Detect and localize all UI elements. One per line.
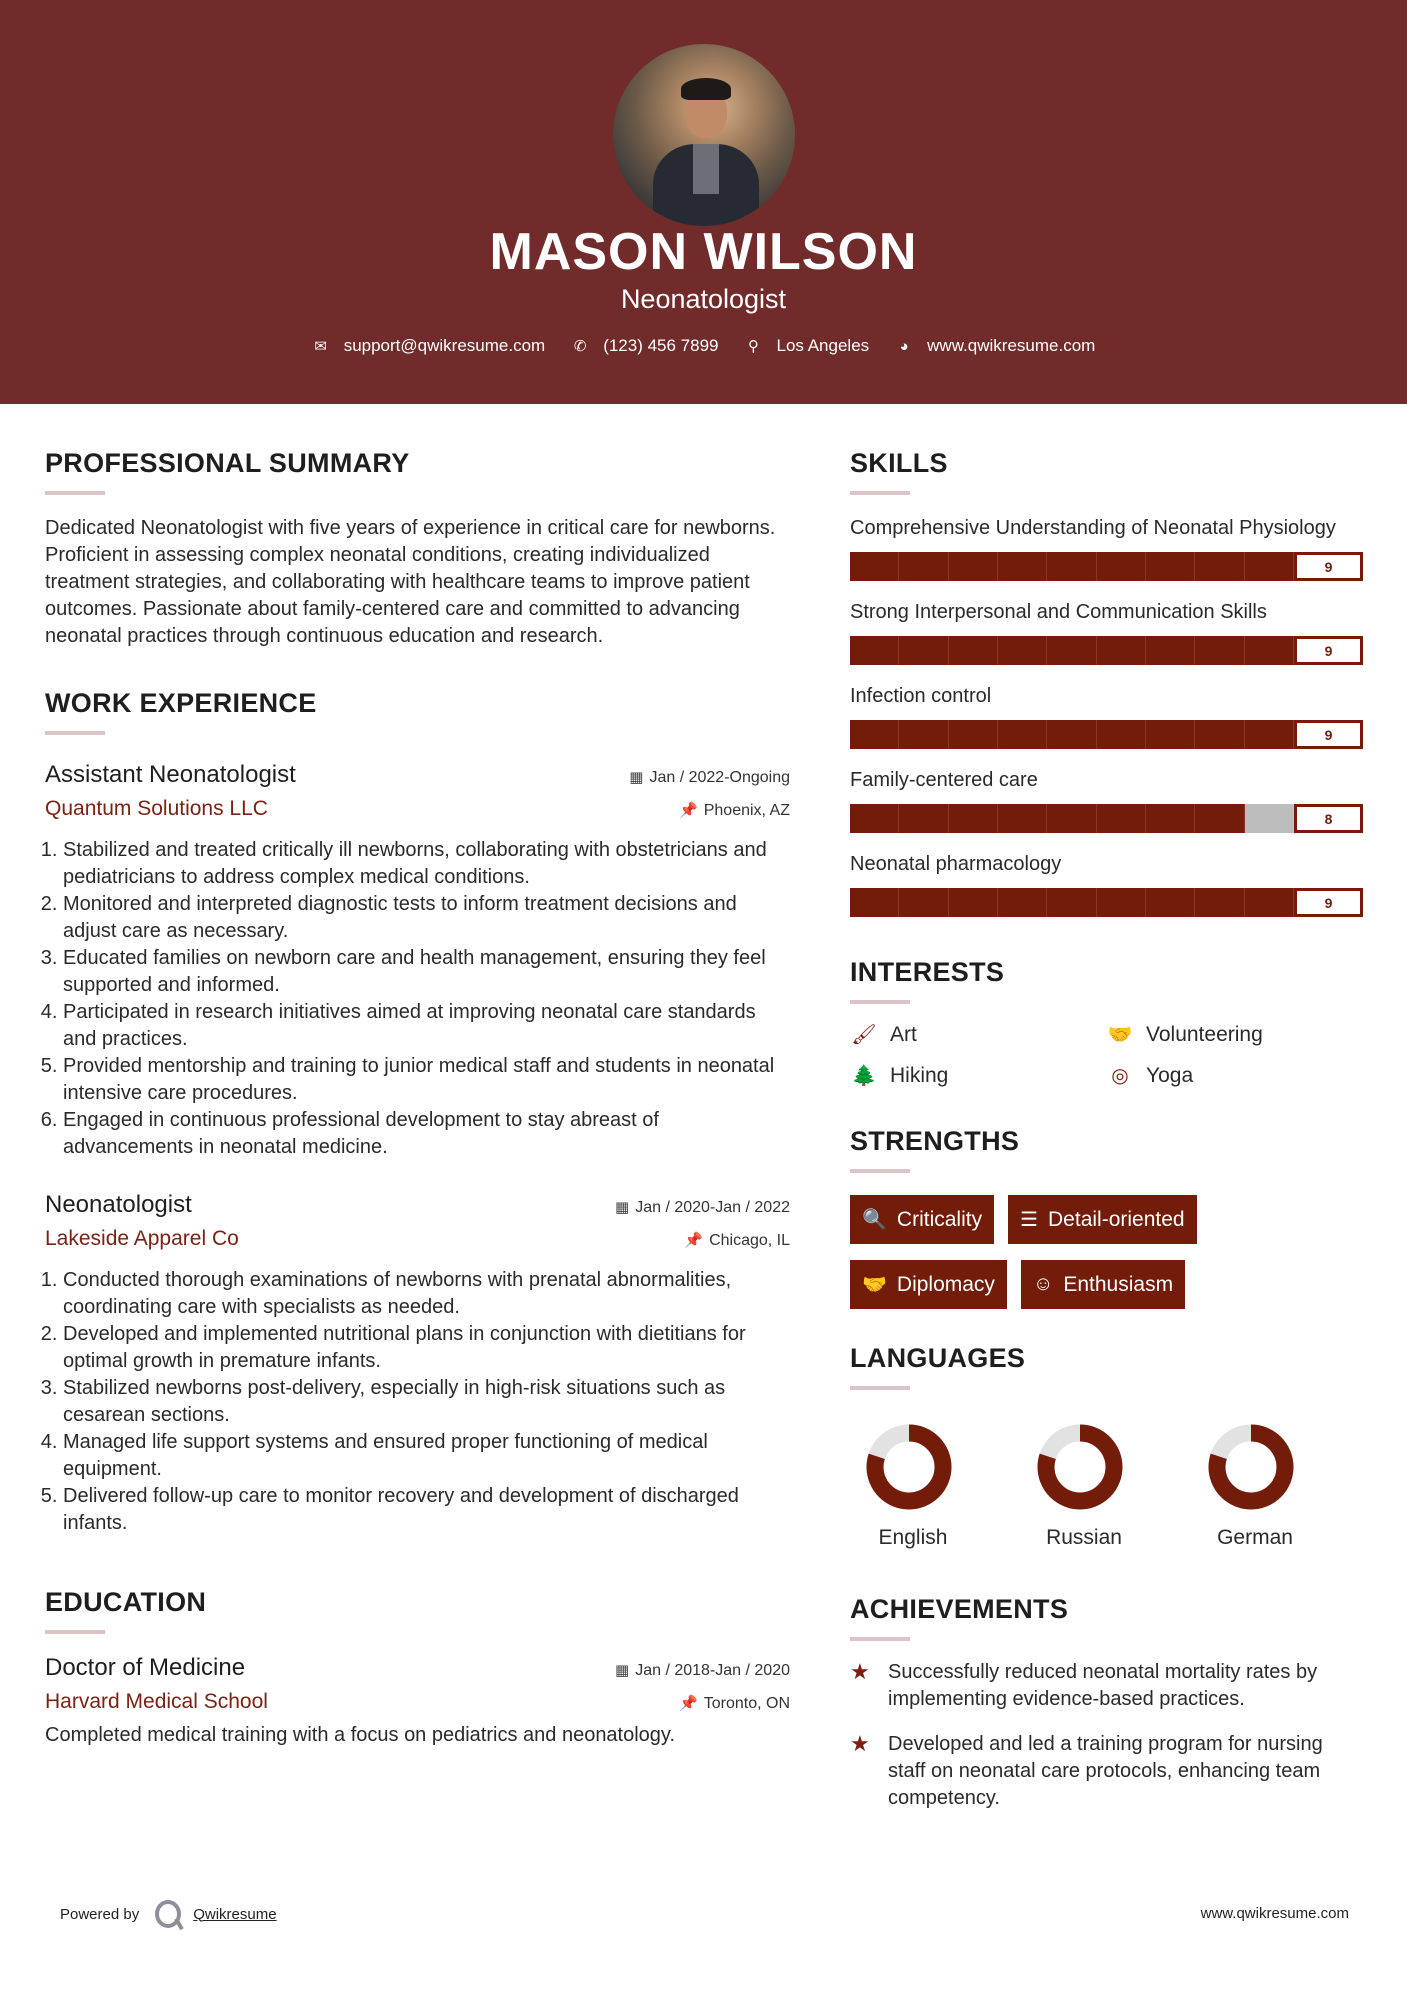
section-heading: LANGUAGES bbox=[850, 1343, 1026, 1373]
pushpin-icon: 📌 bbox=[684, 1232, 704, 1249]
section-heading: WORK EXPERIENCE bbox=[45, 688, 317, 718]
photo-hair bbox=[681, 78, 731, 100]
left-column bbox=[45, 448, 790, 1749]
job-entry bbox=[45, 761, 790, 1161]
job-entry bbox=[45, 1191, 790, 1537]
skill-name: Comprehensive Understanding of Neonatal Physiology bbox=[850, 517, 1336, 539]
language-name: German bbox=[1217, 1526, 1293, 1549]
education-entry bbox=[45, 1654, 790, 1749]
skill-bar-segment bbox=[1097, 804, 1146, 833]
skill-bar-segment bbox=[1146, 552, 1195, 581]
section-heading: ACHIEVEMENTS bbox=[850, 1594, 1069, 1624]
skill-bar-segment bbox=[1097, 636, 1146, 665]
calendar-icon: ▦ bbox=[615, 1662, 630, 1679]
pushpin-icon: 📌 bbox=[679, 1695, 698, 1712]
job-location bbox=[679, 801, 790, 820]
contact-row bbox=[0, 336, 1407, 356]
contact-location-text: Los Angeles bbox=[776, 336, 870, 355]
profile-photo bbox=[613, 44, 795, 226]
skill-bar-segment bbox=[949, 636, 998, 665]
interest-item bbox=[850, 1022, 1106, 1047]
language-name: Russian bbox=[1046, 1526, 1122, 1549]
duty-item: 5. Provided mentorship and training to junior medical staff and students in neonatal intensive care procedures. bbox=[63, 1053, 790, 1107]
skill-name: Strong Interpersonal and Communication Skills bbox=[850, 601, 1267, 623]
heading-underline bbox=[45, 1630, 105, 1634]
summary-text: Dedicated Neonatologist with five years of experience in critical care for newborns. Proficient in assessing complex neonatal conditions, creating individualized treatment strategies, and collaborating with healthcare teams to improve patient outcomes. Passionate about family-centered care and committed to advancing neonatal practices through continuous education and research. bbox=[45, 517, 776, 647]
smile-icon: ☺ bbox=[1032, 1273, 1054, 1295]
job-location-text: Phoenix, AZ bbox=[703, 802, 790, 819]
skill-bar-segment bbox=[1245, 888, 1294, 917]
candidate-title: Neonatologist bbox=[620, 284, 787, 314]
duty-item: 3. Educated families on newborn care and health management, ensuring they feel supported and informed. bbox=[63, 945, 790, 999]
heading-underline bbox=[45, 731, 105, 735]
skill-bar-segment bbox=[1245, 636, 1294, 665]
skill-level-bar bbox=[850, 888, 1363, 917]
interest-item bbox=[1106, 1063, 1362, 1088]
language-donut bbox=[1037, 1424, 1123, 1510]
language-item bbox=[1021, 1424, 1192, 1550]
skill-name: Infection control bbox=[850, 685, 992, 707]
skill-level-value: 9 bbox=[1294, 552, 1363, 581]
achievement-item bbox=[850, 1731, 1365, 1812]
job-location bbox=[684, 1231, 790, 1250]
qwikresume-link[interactable]: Qwikresume bbox=[193, 1905, 277, 1923]
skill-bar-segment bbox=[1097, 888, 1146, 917]
handshake-icon: 🤝 bbox=[862, 1274, 887, 1296]
job-date bbox=[629, 768, 790, 787]
skill-bar-segment bbox=[949, 804, 998, 833]
contact-website-text: www.qwikresume.com bbox=[927, 336, 1096, 355]
search-icon: 🔍 bbox=[862, 1209, 887, 1231]
experience-section bbox=[45, 688, 790, 1537]
interest-item bbox=[850, 1063, 1106, 1088]
skill-bar-segment bbox=[998, 888, 1047, 917]
section-heading: PROFESSIONAL SUMMARY bbox=[45, 448, 410, 478]
strength-label: Criticality bbox=[896, 1207, 983, 1231]
paintbrush-icon: 🖌 bbox=[851, 1024, 877, 1046]
contact-email-text: support@qwikresume.com bbox=[343, 336, 546, 355]
skill-item bbox=[850, 851, 1365, 917]
skill-bar-segment bbox=[850, 720, 899, 749]
duty-item: 3. Stabilized newborns post-delivery, especially in high-risk situations such as cesarean sections. bbox=[63, 1375, 790, 1429]
skill-bar-segment bbox=[1195, 636, 1244, 665]
section-heading: STRENGTHS bbox=[850, 1126, 1020, 1156]
skill-bar-segment bbox=[1047, 636, 1096, 665]
strength-label: Detail-oriented bbox=[1048, 1207, 1185, 1231]
heading-underline bbox=[850, 1637, 910, 1641]
skill-level-bar bbox=[850, 552, 1363, 581]
heading-underline bbox=[850, 1169, 910, 1173]
skill-bar-segment bbox=[1245, 552, 1294, 581]
handshake-icon: 🤝 bbox=[1107, 1024, 1133, 1046]
strength-label: Diplomacy bbox=[896, 1272, 995, 1296]
skill-bar-segment bbox=[998, 636, 1047, 665]
skill-bar-segment bbox=[899, 636, 948, 665]
interest-label: Yoga bbox=[1146, 1063, 1194, 1087]
skills-section bbox=[850, 448, 1365, 917]
duty-item: 6. Engaged in continuous professional development to stay abreast of advancements in neonatal medicine. bbox=[63, 1107, 790, 1161]
heading-underline bbox=[850, 1000, 910, 1004]
skill-level-value: 9 bbox=[1294, 720, 1363, 749]
skill-bar-segment bbox=[1146, 636, 1195, 665]
strength-label: Enthusiasm bbox=[1063, 1272, 1174, 1296]
shooting-star-icon: ★ bbox=[850, 1659, 870, 1684]
skill-bar-segment bbox=[1245, 720, 1294, 749]
education-date bbox=[615, 1661, 790, 1680]
envelope-icon: ✉ bbox=[314, 338, 327, 355]
heading-underline bbox=[45, 491, 105, 495]
skill-bar-segment bbox=[1097, 552, 1146, 581]
interest-label: Volunteering bbox=[1146, 1022, 1263, 1046]
education-section bbox=[45, 1587, 790, 1749]
job-location-text: Chicago, IL bbox=[709, 1232, 790, 1249]
summary-section bbox=[45, 448, 790, 650]
duty-item: 5. Delivered follow-up care to monitor recovery and development of discharged infants. bbox=[63, 1483, 790, 1537]
skill-item bbox=[850, 767, 1365, 833]
skill-bar-segment bbox=[998, 804, 1047, 833]
duty-item: 4. Managed life support systems and ensured proper functioning of medical equipment. bbox=[63, 1429, 790, 1483]
skill-bar-segment bbox=[1146, 804, 1195, 833]
skill-bar-segment bbox=[850, 636, 899, 665]
school-name: Harvard Medical School bbox=[45, 1690, 268, 1713]
skill-bar-segment bbox=[998, 552, 1047, 581]
interest-label: Hiking bbox=[890, 1063, 949, 1087]
degree-title: Doctor of Medicine bbox=[45, 1654, 246, 1681]
duty-item: 1. Conducted thorough examinations of newborns with prenatal abnormalities, coordinating care with specialists as needed. bbox=[63, 1267, 790, 1321]
skill-bar-segment bbox=[899, 552, 948, 581]
qwikresume-logo-icon bbox=[155, 1900, 181, 1928]
powered-by-label: Powered by bbox=[60, 1905, 140, 1923]
skill-bar-segment bbox=[1097, 720, 1146, 749]
tree-icon: 🌲 bbox=[851, 1065, 877, 1087]
skill-bar-segment bbox=[1195, 552, 1244, 581]
contact-website[interactable] bbox=[895, 336, 1095, 356]
contact-phone[interactable] bbox=[571, 336, 718, 356]
achievement-text: Developed and led a training program for nursing staff on neonatal care protocols, enhancing team competency. bbox=[888, 1733, 1323, 1809]
strength-chip bbox=[850, 1195, 994, 1244]
language-item bbox=[1192, 1424, 1363, 1550]
strength-chip bbox=[1021, 1260, 1185, 1309]
shooting-star-icon: ★ bbox=[850, 1731, 870, 1756]
skill-name: Family-centered care bbox=[850, 769, 1038, 791]
resume-header bbox=[0, 0, 1407, 404]
phone-icon: ✆ bbox=[573, 338, 587, 355]
duty-list bbox=[45, 837, 790, 1161]
education-location-text: Toronto, ON bbox=[703, 1695, 790, 1712]
achievement-text: Successfully reduced neonatal mortality rates by implementing evidence-based practices. bbox=[888, 1661, 1318, 1710]
job-date-text: Jan / 2020-Jan / 2022 bbox=[635, 1199, 790, 1216]
footer-site-url[interactable]: www.qwikresume.com bbox=[1200, 1905, 1349, 1922]
education-location bbox=[679, 1694, 790, 1713]
skill-bar-segment bbox=[850, 552, 899, 581]
map-marker-icon: ⚲ bbox=[748, 338, 760, 355]
interests-list bbox=[850, 1022, 1365, 1088]
job-title: Neonatologist bbox=[45, 1191, 192, 1218]
skill-bar-segment bbox=[1047, 888, 1096, 917]
contact-phone-text: (123) 456 7899 bbox=[603, 336, 719, 355]
achievement-item bbox=[850, 1659, 1365, 1713]
job-title: Assistant Neonatologist bbox=[45, 761, 296, 788]
interest-item bbox=[1106, 1022, 1362, 1047]
life-ring-icon: ◎ bbox=[1111, 1065, 1129, 1087]
language-item bbox=[850, 1424, 1021, 1550]
duty-item: 1. Stabilized and treated critically ill newborns, collaborating with obstetricians and pediatricians to address complex medical conditions. bbox=[63, 837, 790, 891]
strength-chip bbox=[850, 1260, 1007, 1309]
duty-item: 2. Developed and implemented nutritional plans in conjunction with dietitians for optimal growth in premature infants. bbox=[63, 1321, 790, 1375]
skill-bar-segment bbox=[1047, 720, 1096, 749]
duty-item: 2. Monitored and interpreted diagnostic tests to inform treatment decisions and adjust care as necessary. bbox=[63, 891, 790, 945]
skill-level-bar bbox=[850, 720, 1363, 749]
skill-bar-segment bbox=[899, 804, 948, 833]
company-name: Quantum Solutions LLC bbox=[45, 797, 268, 820]
interests-section bbox=[850, 957, 1365, 1088]
education-date-text: Jan / 2018-Jan / 2020 bbox=[635, 1662, 790, 1679]
strengths-section bbox=[850, 1126, 1365, 1309]
languages-section bbox=[850, 1343, 1365, 1550]
strength-chip bbox=[1008, 1195, 1197, 1244]
skill-level-bar bbox=[850, 804, 1363, 833]
skill-bar-segment bbox=[899, 888, 948, 917]
skill-bar-segment bbox=[1047, 804, 1096, 833]
skill-bar-segment bbox=[1245, 804, 1294, 833]
skill-bar-segment bbox=[949, 888, 998, 917]
globe-icon: ◕ bbox=[899, 337, 909, 355]
skill-bar-segment bbox=[949, 720, 998, 749]
language-name: English bbox=[878, 1526, 948, 1549]
company-name: Lakeside Apparel Co bbox=[45, 1227, 239, 1250]
languages-list bbox=[850, 1424, 1365, 1550]
skill-bar-segment bbox=[1195, 804, 1244, 833]
pushpin-icon: 📌 bbox=[679, 802, 698, 819]
education-description: Completed medical training with a focus on pediatrics and neonatology. bbox=[45, 1724, 675, 1746]
achievements-section bbox=[850, 1594, 1365, 1812]
skill-level-bar bbox=[850, 636, 1363, 665]
skill-bar-segment bbox=[1195, 888, 1244, 917]
list-icon: ☰ bbox=[1020, 1209, 1039, 1231]
skills-list bbox=[850, 515, 1365, 917]
candidate-name: MASON WILSON bbox=[489, 223, 918, 281]
skill-item bbox=[850, 515, 1365, 581]
right-column bbox=[850, 448, 1365, 1812]
section-heading: SKILLS bbox=[850, 448, 948, 478]
language-donut bbox=[1208, 1424, 1294, 1510]
skill-level-value: 9 bbox=[1294, 636, 1363, 665]
skill-bar-segment bbox=[949, 552, 998, 581]
interest-label: Art bbox=[890, 1022, 917, 1046]
skill-bar-segment bbox=[850, 888, 899, 917]
skill-bar-segment bbox=[899, 720, 948, 749]
footer-powered-by bbox=[60, 1900, 277, 1928]
contact-location bbox=[745, 336, 870, 356]
duty-item: 4. Participated in research initiatives aimed at improving neonatal care standards and practices. bbox=[63, 999, 790, 1053]
skill-level-value: 9 bbox=[1294, 888, 1363, 917]
language-donut bbox=[866, 1424, 952, 1510]
skill-bar-segment bbox=[1047, 552, 1096, 581]
photo-shirt bbox=[693, 144, 719, 194]
calendar-icon: ▦ bbox=[615, 1199, 630, 1216]
section-heading: EDUCATION bbox=[45, 1587, 207, 1617]
section-heading: INTERESTS bbox=[850, 957, 1005, 987]
heading-underline bbox=[850, 491, 910, 495]
strengths-list bbox=[850, 1195, 1270, 1309]
skill-item bbox=[850, 683, 1365, 749]
calendar-icon: ▦ bbox=[629, 769, 644, 786]
skill-bar-segment bbox=[998, 720, 1047, 749]
job-date bbox=[615, 1198, 790, 1217]
job-date-text: Jan / 2022-Ongoing bbox=[649, 769, 790, 786]
duty-list bbox=[45, 1267, 790, 1537]
contact-email[interactable] bbox=[312, 336, 546, 356]
skill-bar-segment bbox=[1146, 888, 1195, 917]
skill-bar-segment bbox=[1195, 720, 1244, 749]
skill-bar-segment bbox=[850, 804, 899, 833]
skill-name: Neonatal pharmacology bbox=[850, 853, 1062, 875]
heading-underline bbox=[850, 1386, 910, 1390]
skill-bar-segment bbox=[1146, 720, 1195, 749]
skill-item bbox=[850, 599, 1365, 665]
skill-level-value: 8 bbox=[1294, 804, 1363, 833]
